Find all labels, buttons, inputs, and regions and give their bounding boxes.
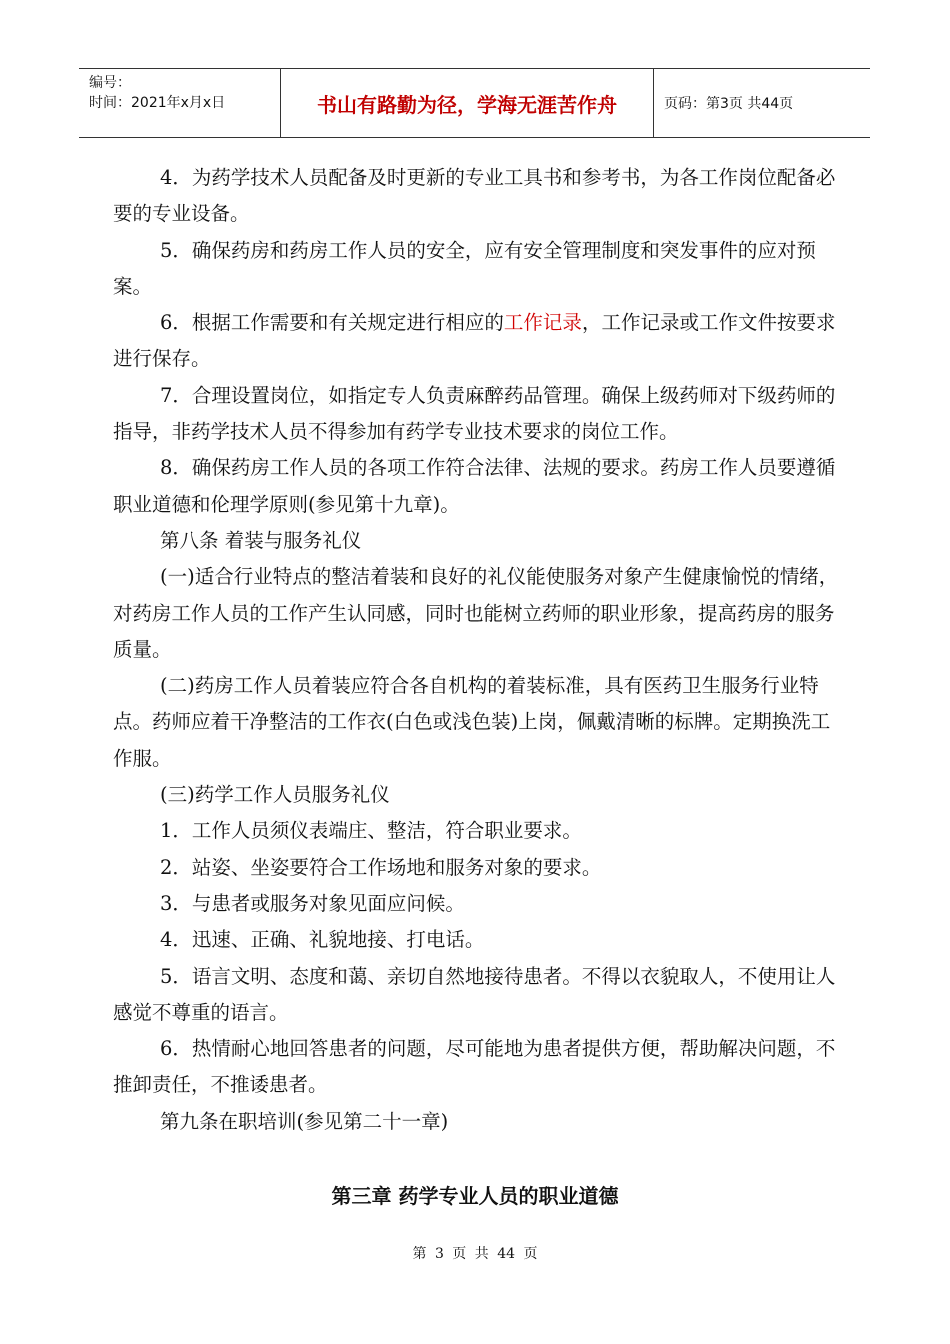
document-number-label: 编号： [89, 75, 131, 91]
list-item: 3．与患者或服务对象见面应问候。 [160, 891, 465, 915]
chapter-title: 第三章 药学专业人员的职业道德 [331, 1184, 619, 1208]
list-item: 2．站姿、坐姿要符合工作场地和服务对象的要求。 [160, 855, 602, 879]
paragraph: (二)药房工作人员着装应符合各自机构的着装标准，具有医药卫生服务行业特点。药师应着干净整洁的工作衣(白色或浅色装)上岗，佩戴清晰的标牌。定期换洗工作服。 [113, 674, 831, 770]
section-heading: 第九条在职培训(参见第二十一章) [160, 1109, 449, 1133]
page-footer: 第 3 页 共 44 页 [412, 1246, 538, 1262]
page-header [79, 68, 870, 138]
header-motto: 书山有路勤为径，学海无涯苦作舟 [281, 69, 654, 137]
list-item: 5．语言文明、态度和蔼、亲切自然地接待患者。不得以衣貌取人，不使用让人感觉不尊重的语言。 [113, 964, 836, 1024]
paragraph: 7．合理设置岗位，如指定专人负责麻醉药品管理。确保上级药师对下级药师的指导，非药学技术人员不得参加有药学专业技术要求的岗位工作。 [113, 383, 836, 444]
header-meta [79, 69, 281, 137]
paragraph-text: ，工作记录或工作文件按要求进行保存。 [113, 311, 836, 371]
paragraph-text: 6．根据工作需要和有关规定进行相应的 [160, 311, 504, 335]
highlighted-link-text[interactable]: 工作记录 [503, 311, 582, 335]
paragraph: (一)适合行业特点的整洁着装和良好的礼仪能使服务对象产生健康愉悦的情绪，对药房工作人员的工作产生认同感，同时也能树立药师的职业形象，提高药房的服务质量。 [113, 565, 839, 661]
subsection-heading: (三)药学工作人员服务礼仪 [160, 783, 390, 807]
paragraph: 5．确保药房和药房工作人员的安全，应有安全管理制度和突发事件的应对预案。 [113, 238, 816, 298]
list-item: 4．迅速、正确、礼貌地接、打电话。 [160, 928, 485, 952]
list-item: 1．工作人员须仪表端庄、整洁，符合职业要求。 [160, 819, 582, 843]
document-time-label: 时间：2021年x月x日 [89, 95, 226, 111]
list-item: 6．热情耐心地回答患者的问题，尽可能地为患者提供方便，帮助解决问题，不推卸责任，不推诿患者。 [113, 1037, 836, 1097]
section-heading: 第八条 着装与服务礼仪 [160, 528, 362, 552]
paragraph: 4．为药学技术人员配备及时更新的专业工具书和参考书，为各工作岗位配备必要的专业设备。 [113, 166, 836, 226]
paragraph [113, 305, 843, 378]
document-body [113, 160, 843, 1140]
paragraph: 8．确保药房工作人员的各项工作符合法律、法规的要求。药房工作人员要遵循职业道德和伦理学原则(参见第十九章)。 [113, 456, 836, 516]
header-page-info: 页码：第3页 共44页 [664, 96, 794, 112]
